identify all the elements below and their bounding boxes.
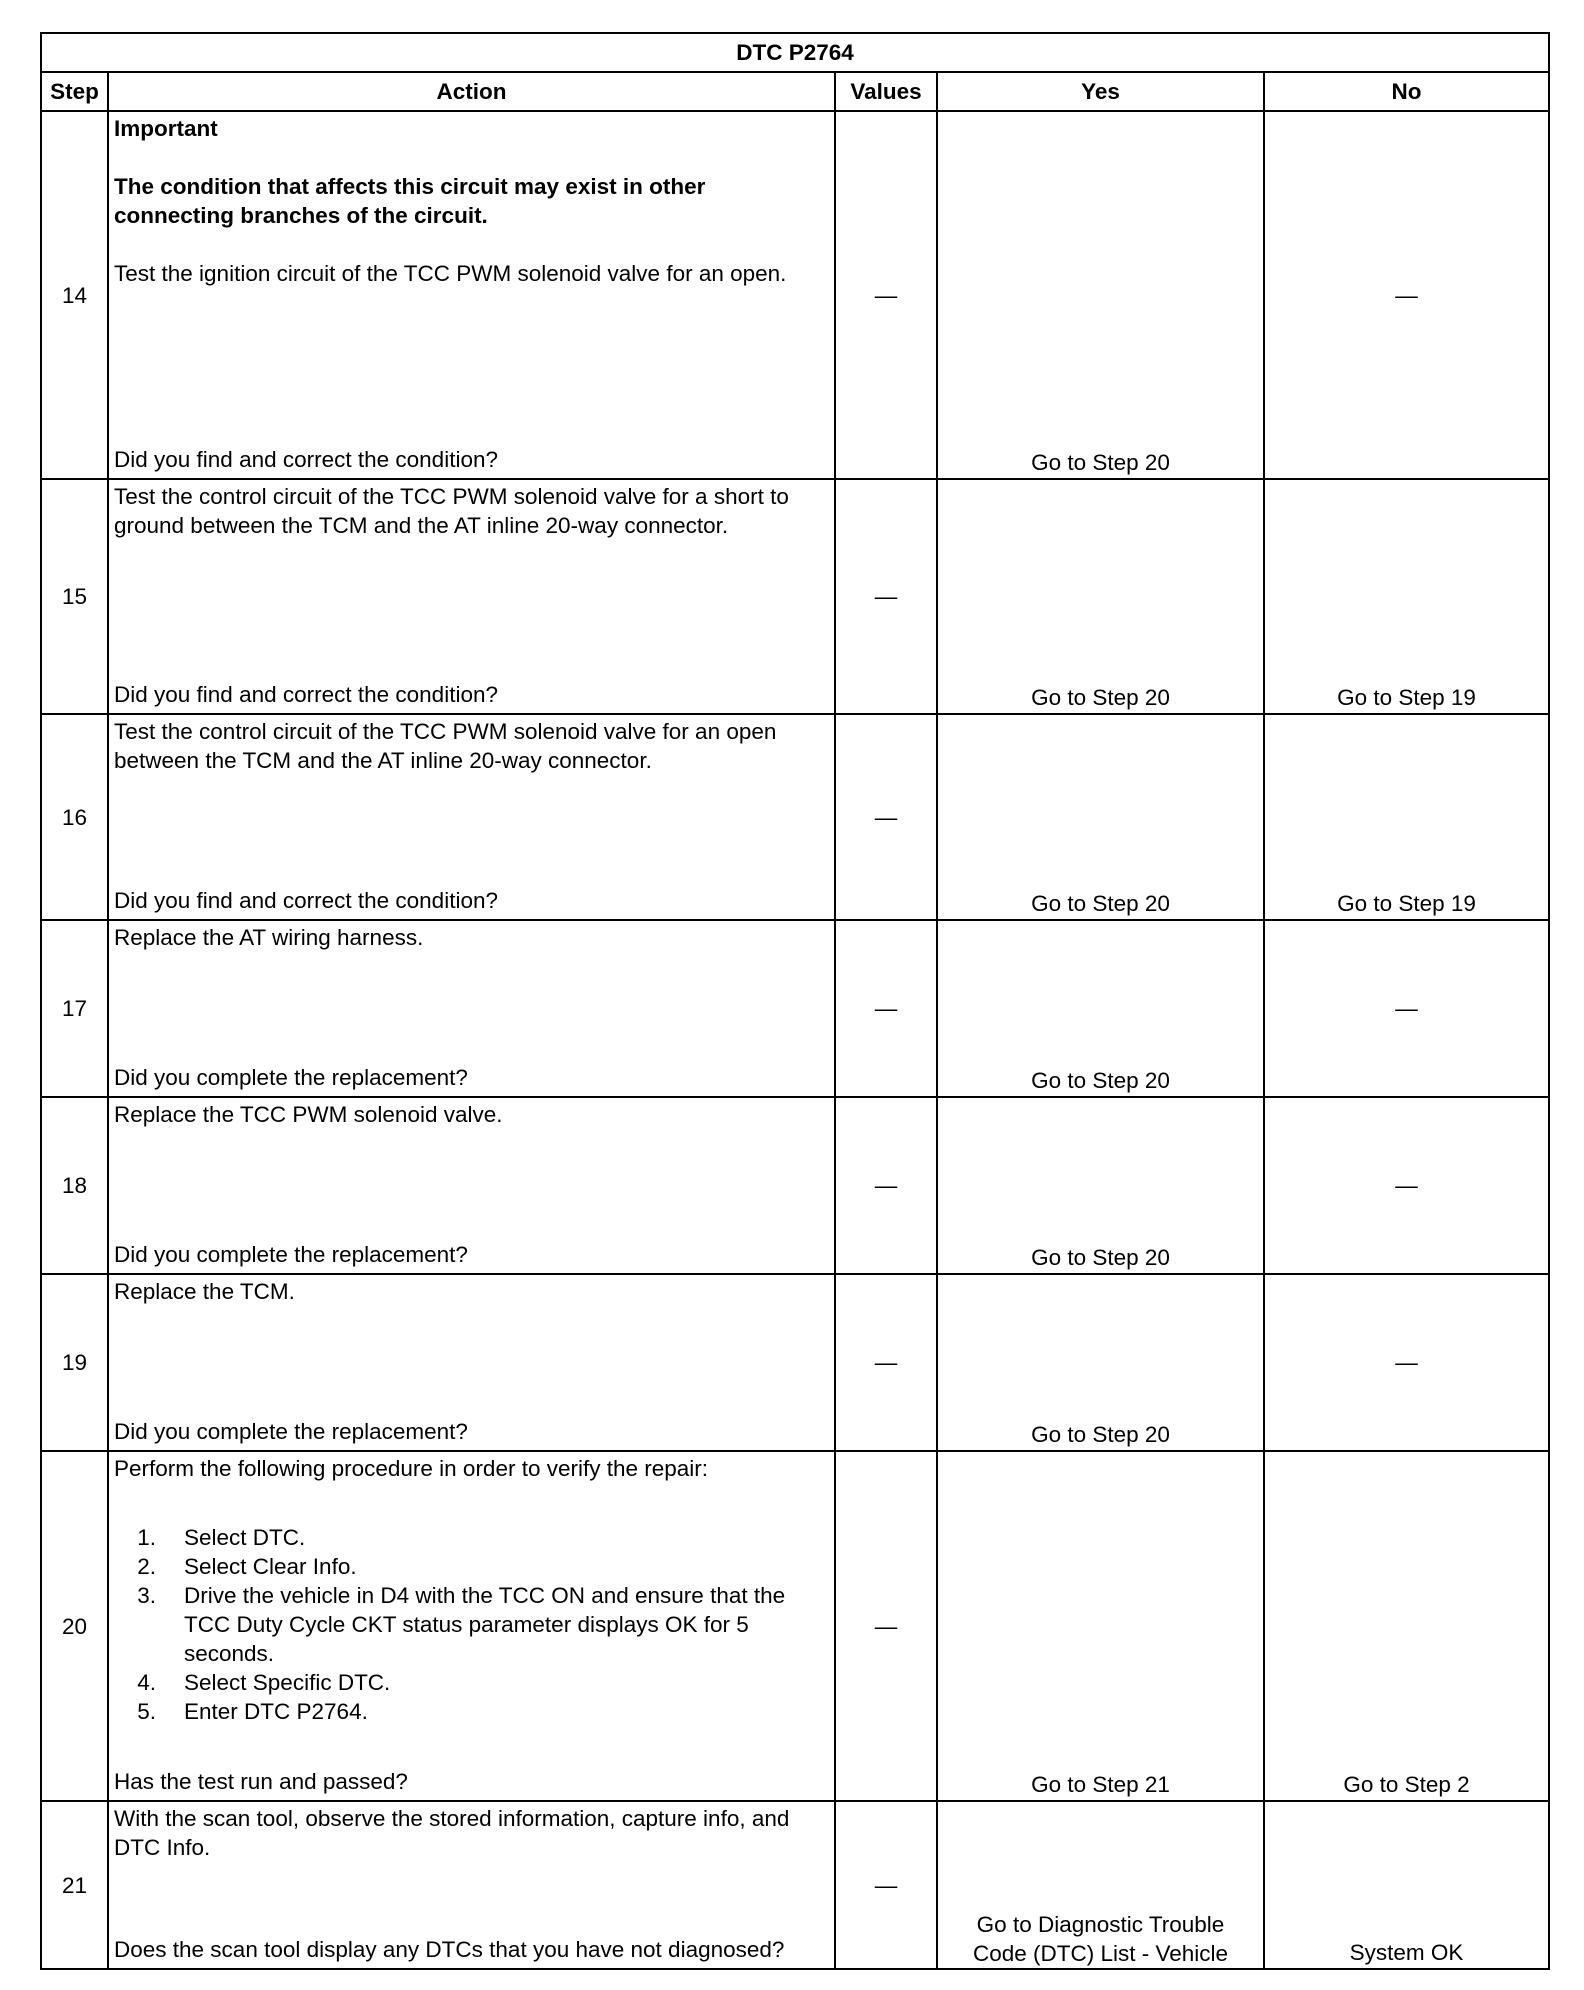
action-question: Did you complete the replacement? [114, 1242, 468, 1267]
step-number: 17 [41, 920, 108, 1097]
yes-text: Go to Step 20 [1031, 1422, 1170, 1447]
no-text: Go to Step 2 [1343, 1772, 1470, 1797]
action-question: Did you find and correct the condition? [114, 447, 498, 472]
action-cell [108, 1451, 835, 1801]
values-cell: — [835, 1801, 937, 1969]
list-item: 1. Select DTC. [137, 1525, 306, 1550]
yes-cell [937, 1274, 1264, 1451]
action-cell [108, 111, 835, 479]
yes-cell [937, 714, 1264, 920]
yes-text: Go to Diagnostic Trouble Code (DTC) List - Vehicle [972, 1912, 1229, 1966]
step-number: 14 [41, 111, 108, 479]
no-cell [1264, 714, 1549, 920]
action-cell [108, 1801, 835, 1969]
yes-text: Go to Step 20 [1031, 891, 1170, 916]
important-text: The condition that affects this circuit may exist in other connecting branches of the circuit. [114, 174, 706, 228]
list-item: 2. Select Clear Info. [137, 1554, 357, 1579]
no-cell: — [1264, 1274, 1549, 1451]
yes-cell [937, 479, 1264, 714]
action-text: Perform the following procedure in order to verify the repair: [114, 1456, 709, 1481]
action-cell [108, 1274, 835, 1451]
no-text: Go to Step 19 [1337, 685, 1476, 710]
no-text: System OK [1349, 1940, 1464, 1965]
table-row [41, 479, 1549, 714]
action-text: Test the control circuit of the TCC PWM solenoid valve for an open between the TCM and the AT inline 20-way connector. [114, 719, 777, 773]
action-question: Did you find and correct the condition? [114, 682, 498, 707]
header-yes: Yes [937, 72, 1264, 111]
action-cell [108, 479, 835, 714]
header-row [41, 72, 1549, 111]
action-text: Replace the AT wiring harness. [114, 925, 424, 950]
table-row [41, 1451, 1549, 1801]
step-number: 15 [41, 479, 108, 714]
table-row [41, 111, 1549, 479]
action-text: With the scan tool, observe the stored information, capture info, and DTC Info. [114, 1806, 790, 1860]
table-row [41, 1274, 1549, 1451]
values-cell: — [835, 479, 937, 714]
step-number: 20 [41, 1451, 108, 1801]
table-row [41, 1097, 1549, 1274]
action-question: Did you find and correct the condition? [114, 888, 498, 913]
step-number: 19 [41, 1274, 108, 1451]
table-title: DTC P2764 [41, 33, 1549, 72]
yes-cell [937, 920, 1264, 1097]
step-number: 16 [41, 714, 108, 920]
no-text: Go to Step 19 [1337, 891, 1476, 916]
header-step: Step [41, 72, 108, 111]
yes-text: Go to Step 21 [1031, 1772, 1170, 1797]
values-cell: — [835, 1451, 937, 1801]
yes-text: Go to Step 20 [1031, 685, 1170, 710]
header-action: Action [108, 72, 835, 111]
table-row [41, 920, 1549, 1097]
action-cell [108, 920, 835, 1097]
no-cell [1264, 1451, 1549, 1801]
yes-text: Go to Step 20 [1031, 1068, 1170, 1093]
list-item: 5. Enter DTC P2764. [137, 1699, 368, 1724]
header-no: No [1264, 72, 1549, 111]
action-text: Test the control circuit of the TCC PWM solenoid valve for a short to ground between the TCM and the AT inline 20-way connector. [114, 484, 789, 538]
yes-cell [937, 1451, 1264, 1801]
dtc-table [40, 32, 1550, 1970]
action-cell [108, 1097, 835, 1274]
values-cell: — [835, 1274, 937, 1451]
action-text: Replace the TCC PWM solenoid valve. [114, 1102, 503, 1127]
action-text: Replace the TCM. [114, 1279, 295, 1304]
step-number: 21 [41, 1801, 108, 1969]
no-cell [1264, 1801, 1549, 1969]
important-label: Important [114, 116, 218, 141]
no-cell: — [1264, 920, 1549, 1097]
values-cell: — [835, 1097, 937, 1274]
yes-text: Go to Step 20 [1031, 450, 1170, 475]
yes-cell [937, 111, 1264, 479]
list-item: 4. Select Specific DTC. [137, 1670, 391, 1695]
yes-text: Go to Step 20 [1031, 1245, 1170, 1270]
header-values: Values [835, 72, 937, 111]
procedure-list [114, 1523, 830, 1726]
action-question: Did you complete the replacement? [114, 1065, 468, 1090]
table-row [41, 714, 1549, 920]
action-cell [108, 714, 835, 920]
step-number: 18 [41, 1097, 108, 1274]
action-text: Test the ignition circuit of the TCC PWM solenoid valve for an open. [114, 261, 787, 286]
table-row [41, 1801, 1549, 1969]
yes-cell [937, 1801, 1264, 1969]
list-item: 3. Drive the vehicle in D4 with the TCC ON and ensure that the TCC Duty Cycle CKT status parameter displays OK for 5 seconds. [137, 1583, 786, 1666]
values-cell: — [835, 920, 937, 1097]
no-cell: — [1264, 111, 1549, 479]
yes-cell [937, 1097, 1264, 1274]
values-cell: — [835, 714, 937, 920]
action-question: Has the test run and passed? [114, 1769, 408, 1794]
no-cell: — [1264, 1097, 1549, 1274]
action-question: Did you complete the replacement? [114, 1419, 468, 1444]
values-cell: — [835, 111, 937, 479]
action-question: Does the scan tool display any DTCs that you have not diagnosed? [114, 1937, 785, 1962]
no-cell [1264, 479, 1549, 714]
